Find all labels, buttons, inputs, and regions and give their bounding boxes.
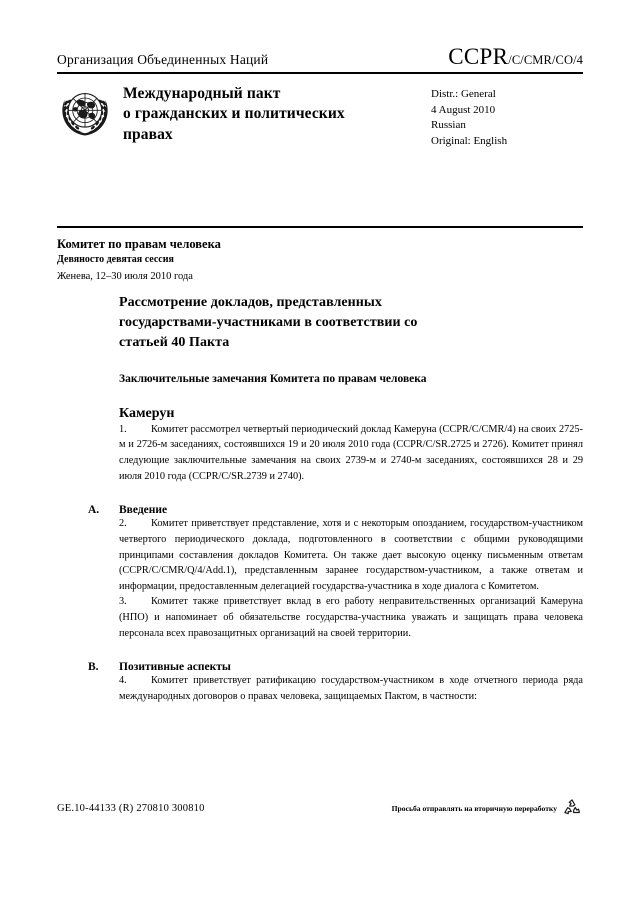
country-heading: Камерун <box>119 405 175 421</box>
covenant-title-line1: Международный пакт <box>123 85 281 102</box>
section-title: Введение <box>119 504 168 517</box>
header-divider-top <box>57 72 583 74</box>
covenant-title-line3: правах <box>123 125 173 143</box>
distribution-block <box>431 83 583 149</box>
document-content <box>57 293 583 705</box>
paragraph-2 <box>119 516 583 594</box>
committee-name: Комитет по правам человека <box>57 237 221 251</box>
paragraph-number: 1. <box>119 423 127 435</box>
paragraph-text: Комитет приветствует представление, хотя и с некоторым опозданием, государством-участником четвертого периодического доклада, подготовленного в соответствии с общими руководящими принципами составления докладов Комитета. Он также дает высокую оценку письменным ответам (CCPR/C/CMR/Q/4/Add.1), представленным заранее государством-участником, а также ответам и информации, предоставленным делегацией государства-участника в ходе диалога с Комитетом. <box>119 518 583 592</box>
paragraph-1 <box>119 422 583 485</box>
un-emblem-icon <box>57 84 113 140</box>
document-date: 4 August 2010 <box>431 103 496 116</box>
document-symbol-suffix: /C/CMR/CO/4 <box>508 53 583 67</box>
page-title-line1: Рассмотрение докладов, представленных <box>119 295 382 310</box>
section-title: Позитивные аспекты <box>119 661 231 674</box>
section-letter: A. <box>88 504 100 517</box>
masthead-top-row <box>57 44 583 72</box>
page-title <box>119 293 583 353</box>
paragraph-3 <box>119 594 583 641</box>
covenant-title-line2: о гражданских и политических <box>123 105 345 123</box>
committee-venue: Женева, 12–30 июля 2010 года <box>57 270 193 282</box>
distribution-line: Distr.: General <box>431 88 496 100</box>
original-language: Original: English <box>431 134 508 147</box>
document-symbol-main: CCPR <box>448 44 509 69</box>
page-title-line2: государствами-участниками в соответствии со <box>119 314 418 330</box>
committee-session: Девяносто девятая сессия <box>57 254 174 266</box>
paragraph-text: Комитет рассмотрел четвертый периодический доклад Камеруна (CCPR/C/CMR/4) на своих 2725-м и 2726-м заседаниях, состоявшихся 19 и 20 июля 2010 года (CCPR/C/SR.2725 и 2726). Комитет принял следующие заключительные замечания на своих 2739-м и 2740-м заседаниях, состоявшихся 28 и 29 июля 2010 года (CCPR/C/SR.2739 и 2740). <box>119 423 583 482</box>
document-symbol <box>448 44 583 70</box>
organization-name: Организация Объединенных Наций <box>57 52 269 67</box>
recycling-notice-text: Просьба отправлять на вторичную переработку <box>391 803 557 813</box>
paragraph-text: Комитет приветствует ратификацию государством-участником в ходе отчетного периода ряда международных договоров о правах человека, защищаемых Пактом, в частности: <box>119 675 583 703</box>
page-subtitle: Заключительные замечания Комитета по правам человека <box>119 372 427 385</box>
paragraph-number: 2. <box>119 518 127 530</box>
section-letter: B. <box>88 661 99 674</box>
section-heading-b <box>88 661 583 673</box>
covenant-title <box>123 83 425 145</box>
paragraph-number: 4. <box>119 675 127 687</box>
committee-block <box>57 236 583 284</box>
page-title-line3: статьей 40 Пакта <box>119 334 230 350</box>
section-heading-a <box>88 504 583 516</box>
document-masthead <box>57 44 583 149</box>
recycling-notice <box>392 797 583 819</box>
paragraph-text: Комитет также приветствует вклад в его работу неправительственных организаций Камеруна (НПО) и напоминает об обязательстве государства-участника уважать и защищать права человека персонала всех правозащитных организаций на своей территории. <box>119 596 583 639</box>
ge-document-code: GE.10-44133 (R) 270810 300810 <box>57 802 205 814</box>
paragraph-4 <box>119 673 583 704</box>
document-footer <box>57 797 583 819</box>
masthead-body <box>57 83 583 149</box>
document-language: Russian <box>431 119 466 132</box>
recycling-icon <box>561 797 583 819</box>
paragraph-number: 3. <box>119 596 127 608</box>
header-divider-bottom <box>57 226 583 228</box>
